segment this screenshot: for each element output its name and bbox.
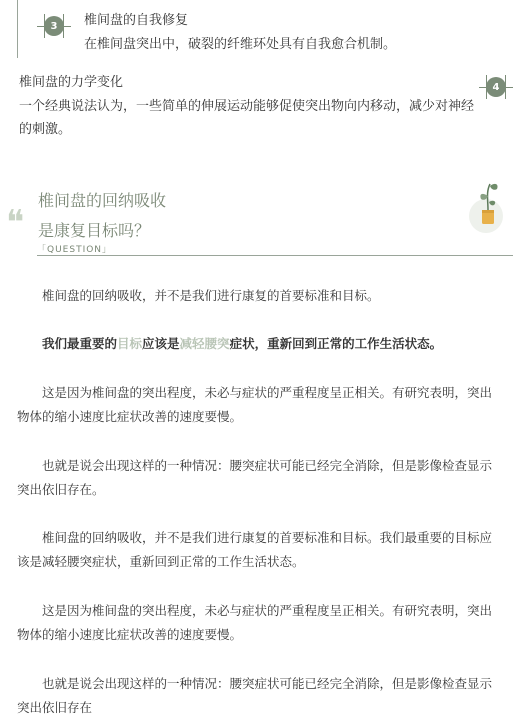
emphasis-text: 我们最重要的 — [42, 336, 118, 351]
paragraph-line: 突出依旧存在。 — [17, 482, 105, 497]
paragraph-line: 这是因为椎间盘的突出程度，未必与症状的严重程度呈正相关。有研究表明，突出 — [42, 385, 493, 400]
paragraph-line: 该是减轻腰突症状，重新回到正常的工作生活状态。 — [17, 554, 305, 569]
item-description: 一个经典说法认为，一些简单的伸展运动能够促使突出物向内移动，减少对神经 — [19, 99, 475, 114]
emphasis-paragraph — [42, 332, 442, 356]
item-description: 在椎间盘突出中，破裂的纤维环处具有自我愈合机制。 — [84, 37, 397, 52]
number-badge-3: 3 — [44, 16, 64, 36]
emphasis-text: 应该是 — [142, 336, 180, 351]
item-title: 椎间盘的力学变化 — [19, 75, 124, 90]
paragraph-line: 突出依旧存在 — [17, 700, 93, 715]
paragraph-line: 也就是说会出现这样的一种情况：腰突症状可能已经完全消除，但是影像检查显示 — [42, 676, 493, 691]
item-title: 椎间盘的自我修复 — [84, 13, 189, 28]
item-description: 的刺激。 — [19, 122, 72, 137]
paragraph: 椎间盘的回纳吸收，并不是我们进行康复的首要标准和目标。 — [42, 288, 380, 303]
section-heading-line2: 是康复目标吗？ — [38, 221, 151, 240]
highlight-text: 目标 — [117, 336, 143, 351]
paragraph-line: 物体的缩小速度比症状改善的速度要慢。 — [17, 409, 243, 424]
paragraph-line: 这是因为椎间盘的突出程度，未必与症状的严重程度呈正相关。有研究表明，突出 — [42, 603, 493, 618]
paragraph-line: 椎间盘的回纳吸收，并不是我们进行康复的首要标准和目标。我们最重要的目标应 — [42, 530, 493, 545]
quote-mark-icon: ❝ — [6, 203, 25, 243]
section-heading-line1: 椎间盘的回纳吸收 — [38, 191, 167, 210]
left-accent-rule — [17, 0, 18, 58]
heading-underline — [37, 255, 513, 256]
potted-plant-icon — [466, 178, 506, 238]
highlight-text: 减轻腰突 — [179, 336, 230, 351]
question-label: 「QUESTION」 — [37, 245, 113, 255]
paragraph-line: 也就是说会出现这样的一种情况：腰突症状可能已经完全消除，但是影像检查显示 — [42, 458, 493, 473]
paragraph-line: 物体的缩小速度比症状改善的速度要慢。 — [17, 627, 243, 642]
emphasis-text: 症状，重新回到正常的工作生活状态。 — [229, 336, 443, 351]
number-badge-4: 4 — [486, 77, 506, 97]
